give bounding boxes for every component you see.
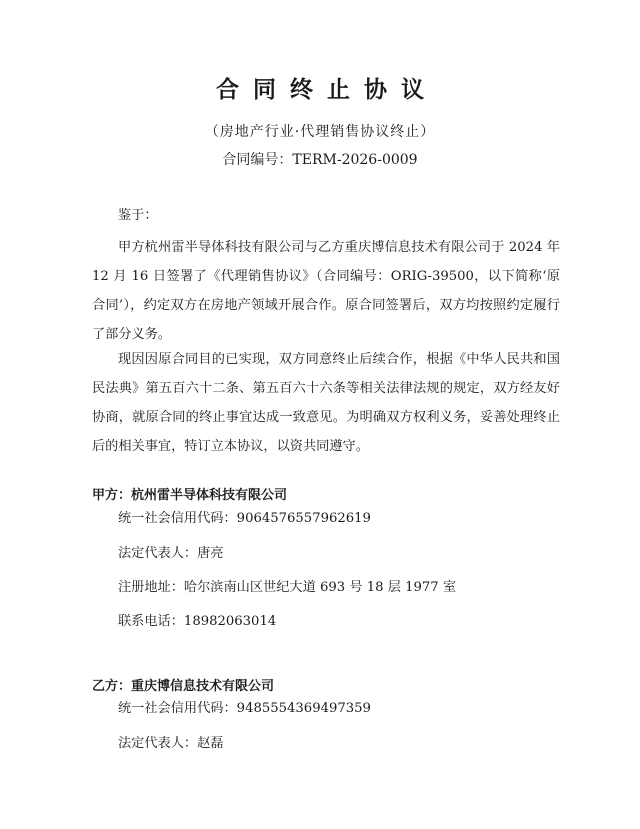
party-b-heading: 乙方：重庆博信息技术有限公司 [92, 679, 275, 694]
party-b-credit-code: 统一社会信用代码：9485554369497359 [118, 701, 371, 716]
party-b-representative: 法定代表人：赵磊 [118, 736, 224, 751]
contract-number: 合同编号：TERM-2026-0009 [222, 152, 418, 168]
document-subtitle: （房地产行业·代理销售协议终止） [204, 124, 436, 140]
party-a-representative: 法定代表人：唐亮 [118, 546, 224, 561]
party-a-address: 注册地址：哈尔滨南山区世纪大道 693 号 18 层 1977 室 [118, 580, 457, 595]
document-title: 合同终止协议 [216, 77, 438, 103]
party-a-phone: 联系电话：18982063014 [118, 614, 277, 629]
recital-paragraph-2: 现因因原合同目的已实现，双方同意终止后续合作，根据《中华人民共和国民法典》第五百六十二条、第五百六十六条等相关法律法规的规定，双方经友好协商，就原合同的终止事宜达成一致意见。为明确双方权利义务，妥善处理终止后的相关事宜，特订立本协议，以资共同遵守。 [92, 352, 560, 454]
whereas-label: 鉴于： [118, 208, 158, 223]
party-a-credit-code: 统一社会信用代码：9064576557962619 [118, 511, 371, 526]
party-a-heading: 甲方：杭州雷半导体科技有限公司 [92, 488, 288, 503]
recital-paragraph-1: 甲方杭州雷半导体科技有限公司与乙方重庆博信息技术有限公司于 2024 年 12 月 16 日签署了《代理销售协议》（合同编号：ORIG-39500，以下简称‘原合同’），约定双方在房地产领域开展合作。原合同签署后，双方均按照约定履行了部分义务。 [92, 240, 560, 342]
